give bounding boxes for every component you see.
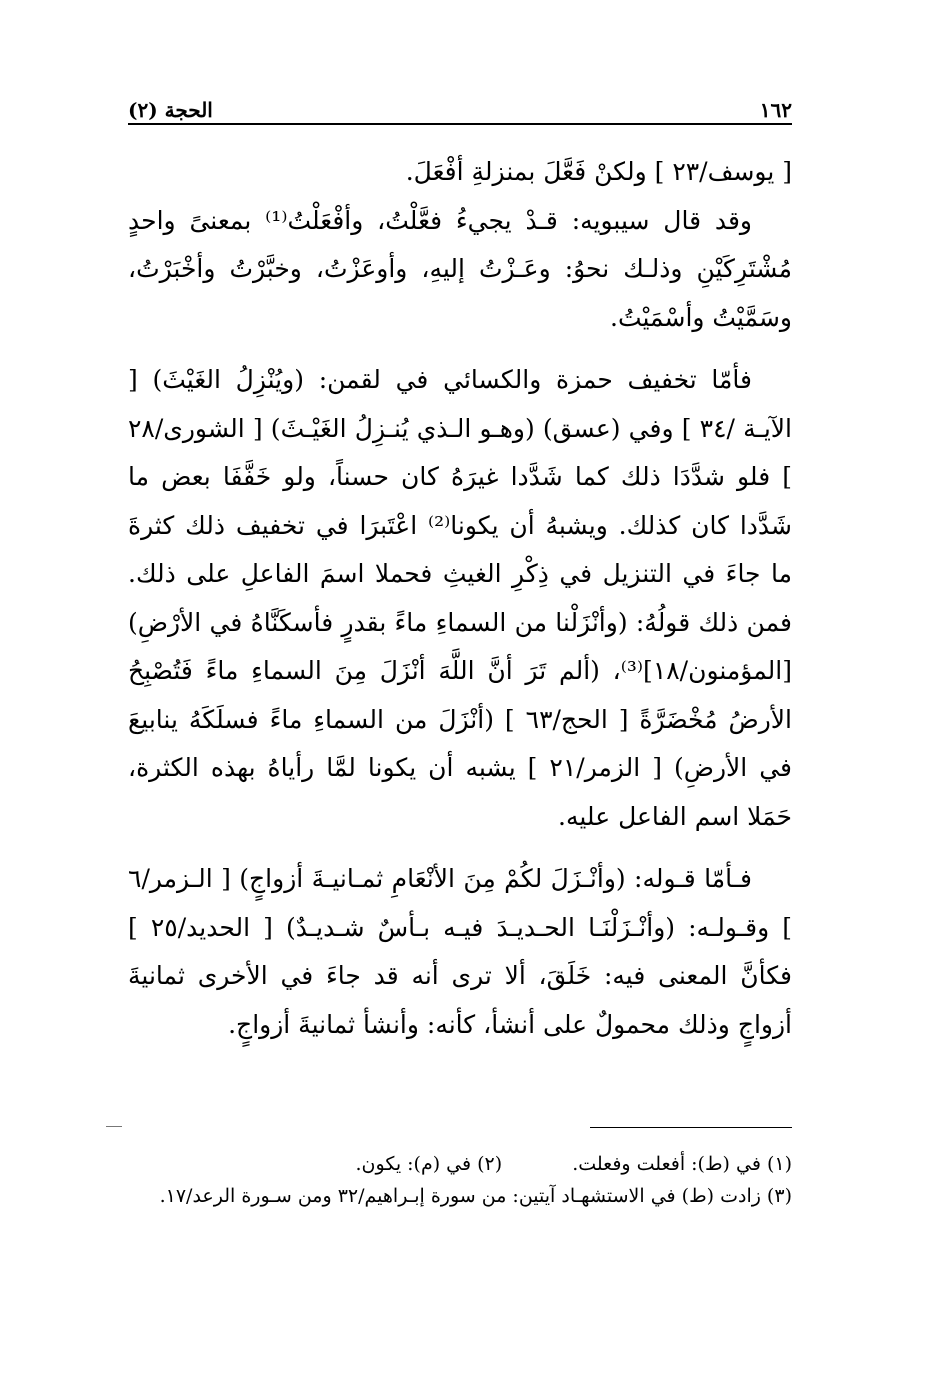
paragraph: فـأمّا قـوله: (وأنْـزَلَ لكُمْ مِنَ الأنْعَامِ ثمـانيـةَ أزواجٍ) [ الـزمر/٦ ] وقـولـه: (وأنْـزَلْنَـا الحـديـدَ فيـه بـأسٌ شـديـدٌ) [ الحديد/٢٥ ] فكأنَّ المعنى فيه: خَلَقَ، ألا ترى أنه قد جاءَ في الأخرى ثمانيةَ أزواجٍ وذلك محمولٌ على أنشأ، كأنه: وأنشأ ثمانيةَ أزواجٍ. (128, 864, 793, 1039)
footnotes (128, 1148, 792, 1212)
footnote-3: (٣) زادت (ط) في الاستشهـاد آيتين: من سورة إبـراهيم/٣٢ ومن سـورة الرعد/١٧. (159, 1185, 792, 1207)
footnote-rule (590, 1127, 792, 1128)
footnote-1: (١) في (ط): أفعلت وفعلت. (572, 1153, 792, 1175)
paragraph: [ يوسف/٢٣ ] ولكنْ فَعَّلَ بمنزلةِ أفْعَلَ. (405, 157, 792, 186)
header-rule (128, 123, 792, 125)
main-text (128, 148, 792, 1049)
page-number: ١٦٢ (759, 98, 792, 122)
paragraph: فأمّا تخفيف حمزة والكسائي في لقمن: (ويُنْزِلُ الغَيْثَ) [ الآيـة /٣٤ ] وفي (عسق) (وهـو الـذي يُنـزِلُ الغَيْـثَ) [ الشورى/٢٨ ] فلو شدَّدَا ذلك كما شَدَّدا غيرَهُ كان حسناً، ولو خَفَّفَا بعض ما شَدَّدا كان كذلك. ويشبهُ أن يكونا⁽²⁾ اعْتَبرَا في تخفيف ذلك كثرةَ ما جاءَ في التنزيل في ذِكْرِ الغيثِ فحملا اسمَ الفاعلِ على ذلك. فمن ذلك قولُهُ: (وأنْزَلْنا من السماءِ ماءً بقدرٍ فأسكَنَّاهُ في الأرْضِ) [المؤمنون/١٨]⁽³⁾، (ألم تَرَ أنَّ اللَّهَ أنْزَلَ مِنَ السماءِ ماءً فَتُصْبِحُ الأرضُ مُخْضَرَّةً [ الحج/٦٣ ] (أنْزَلَ من السماءِ ماءً فسلَكَهُ ينابيعَ في الأرضِ) [ الزمر/٢١ ] يشبه أن يكونا لمَّا رأياهُ بهذه الكثرة، حَمَلا اسم الفاعل عليه. (128, 365, 792, 831)
scan-mark (106, 1126, 122, 1127)
footnote-row (128, 1148, 792, 1180)
page-header (128, 92, 792, 122)
footnote-2: (٢) في (م): يكون. (355, 1153, 503, 1175)
running-title: الحجة (٢) (128, 98, 213, 122)
paragraph: وقد قال سيبويه: قـدْ يجيءُ فعَّلْتُ، وأفْعَلْتُ⁽¹⁾ بمعنىً واحدٍ مُشْتَرِكَيْنِ وذلـك نحوُ: وعَـزْتُ إليهِ، وأوعَزْتُ، وخبَّرْتُ وأخْبَرْتُ، وسَمَّيْتُ وأسْمَيْتُ. (128, 205, 792, 332)
